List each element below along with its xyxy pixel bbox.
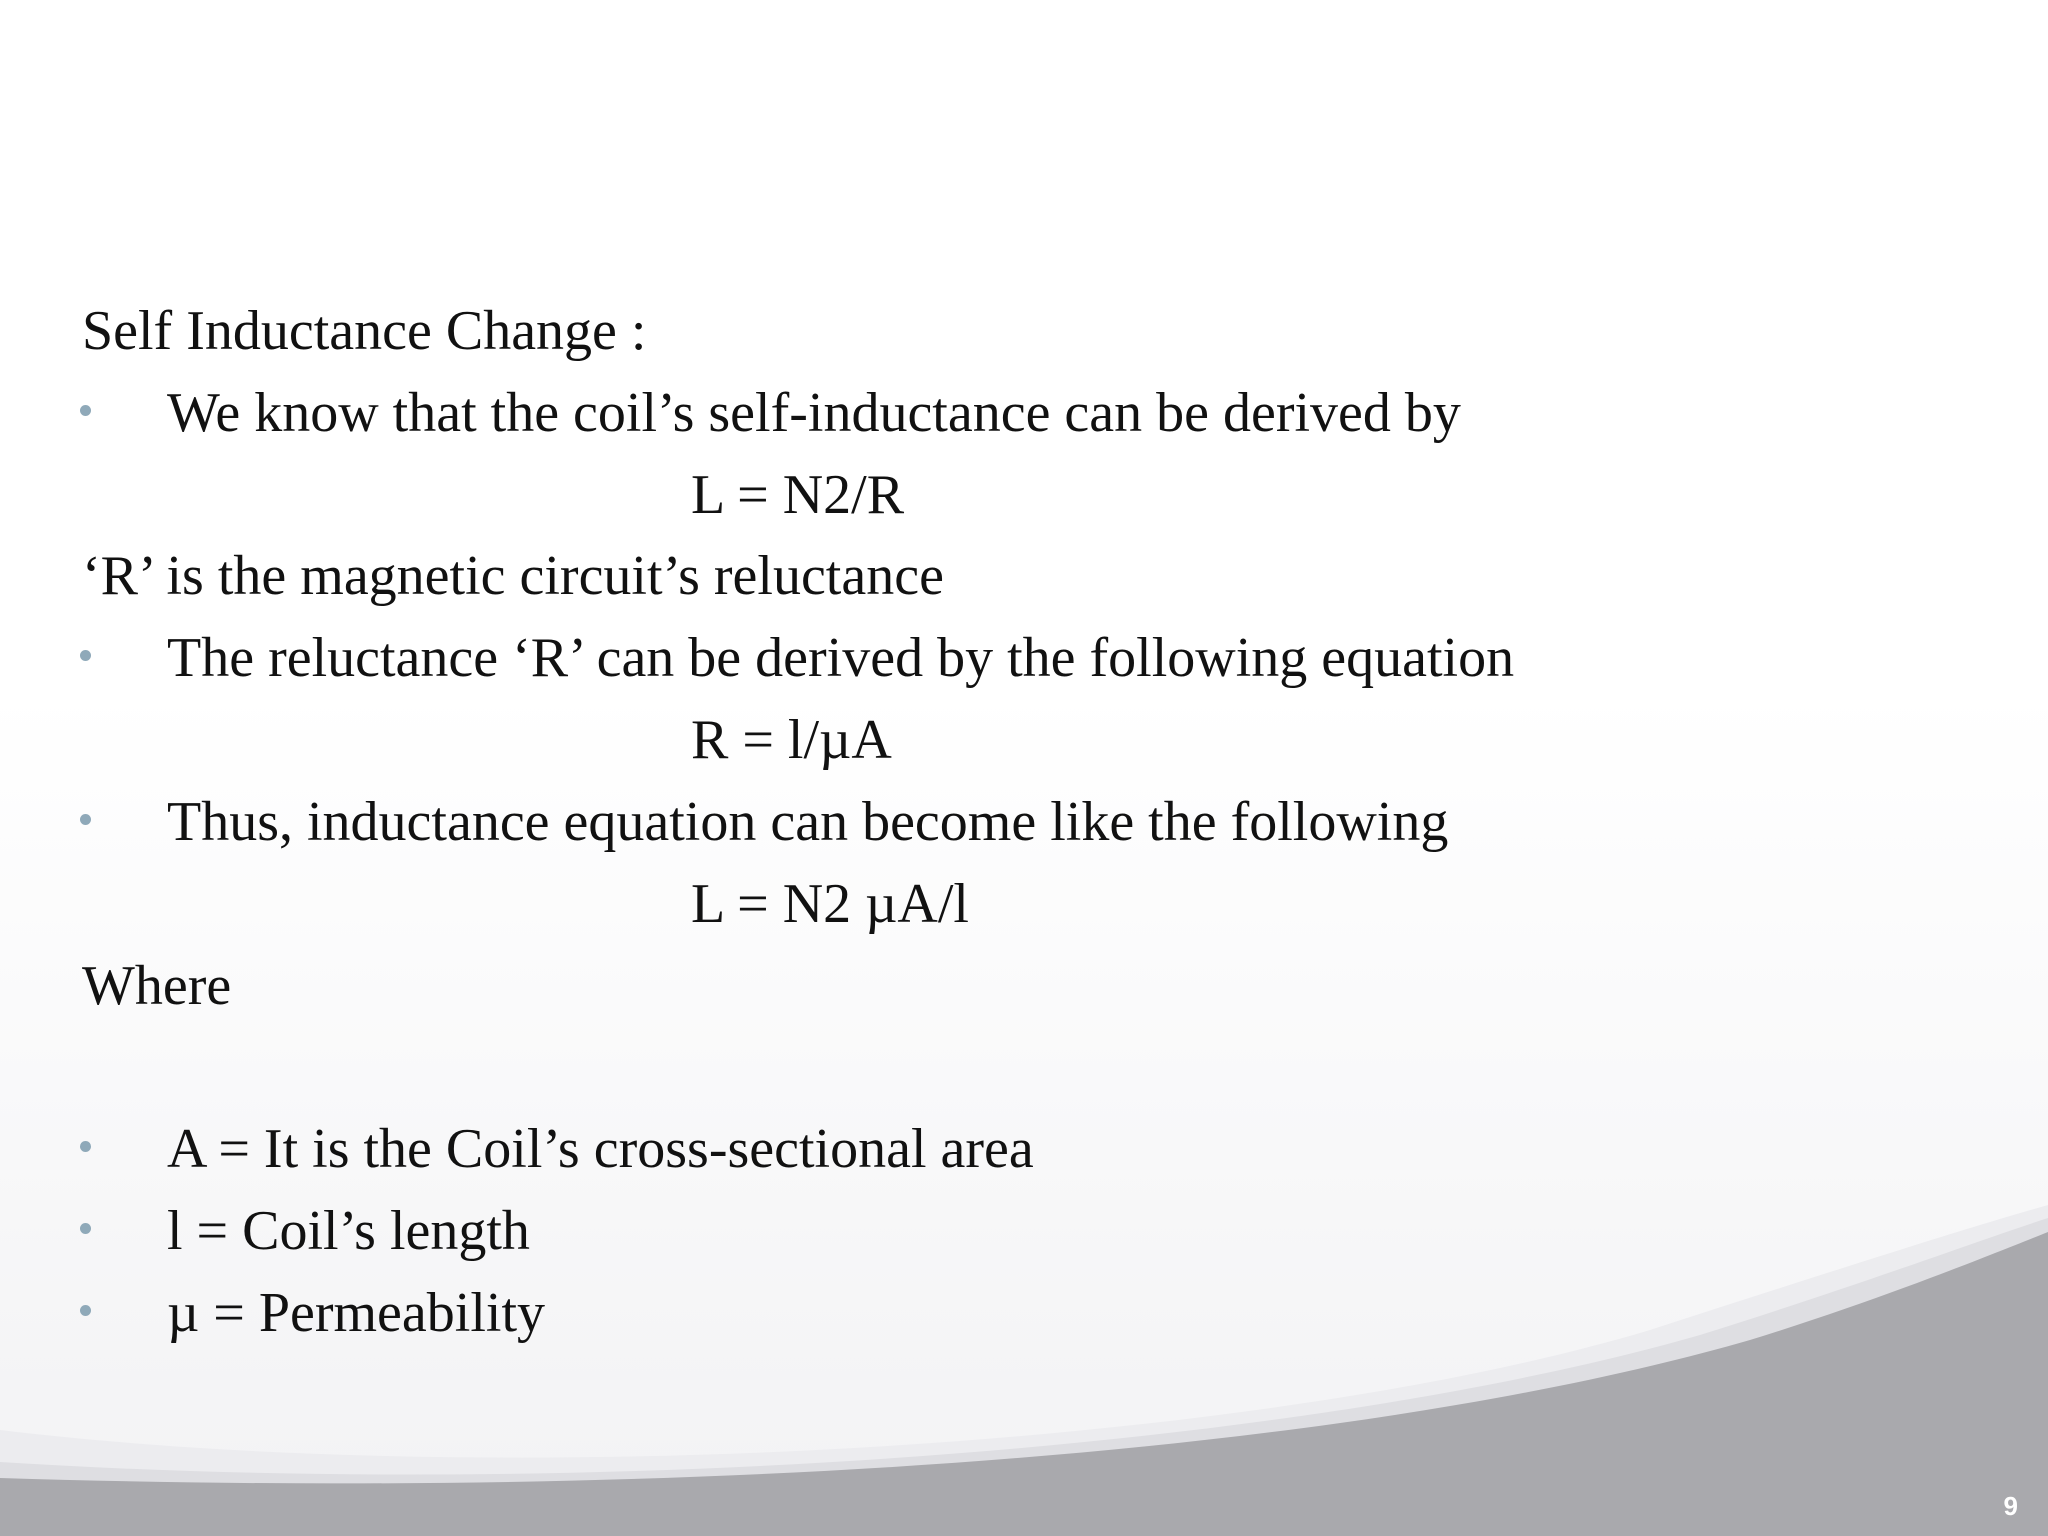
bullet-dot-icon (80, 650, 91, 661)
bullet-item (0, 790, 1900, 854)
bullet-item (0, 381, 1900, 445)
bullet-dot-icon (80, 405, 91, 416)
bullet-dot-icon (80, 1305, 91, 1316)
slide-heading: Self Inductance Change : (82, 300, 647, 362)
bullet-item (0, 626, 1900, 690)
where-label: Where (82, 955, 232, 1017)
bullet-text: Thus, inductance equation can become like the following (167, 791, 1449, 853)
definition-text: A = It is the Coil’s cross-sectional area (167, 1118, 1034, 1180)
bullet-dot-icon (80, 814, 91, 825)
definition-item (0, 1117, 1900, 1181)
equation-inductance-expanded: L = N2 µA/l (691, 873, 969, 935)
definition-text: µ = Permeability (167, 1282, 545, 1344)
equation-reluctance: R = l/µA (691, 709, 892, 771)
definition-text: l = Coil’s length (167, 1200, 530, 1262)
bullet-dot-icon (80, 1141, 91, 1152)
reluctance-note: ‘R’ is the magnetic circuit’s reluctance (82, 545, 944, 607)
definition-item (0, 1281, 1900, 1345)
page-number: 9 (2003, 1491, 2018, 1521)
bullet-text: We know that the coil’s self-inductance can be derived by (167, 382, 1461, 444)
bullet-text: The reluctance ‘R’ can be derived by the following equation (167, 627, 1515, 689)
bullet-dot-icon (80, 1223, 91, 1234)
definition-item (0, 1199, 1900, 1263)
equation-inductance: L = N2/R (691, 464, 905, 526)
